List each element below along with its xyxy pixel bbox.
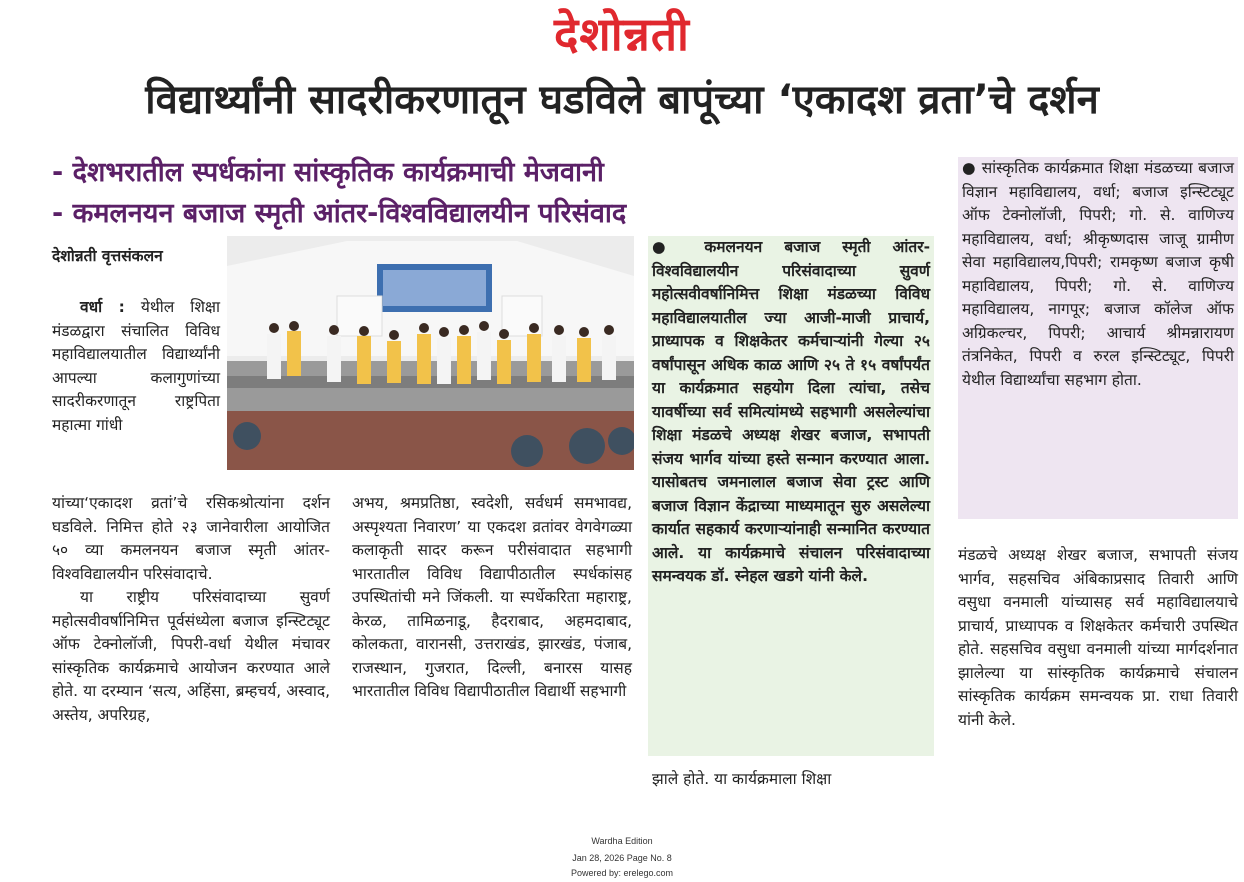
col1-para2: या राष्ट्रीय परिसंवादाच्या सुवर्ण महोत्सवीवर्षानिमित्त पूर्वसंध्येला बजाज इन्स्टिट्यूट ऑफ टेक्नोलॉजी, पिपरी-वर्धा येथील मंचावर सांस्कृतिक कार्यक्रमाचे आयोजन करण्यात आले होते. या दरम्यान ‘सत्य, अहिंसा, ब्रम्हचर्य, अस्वाद, अस्तेय, अपरिग्रह,: [52, 588, 330, 724]
col1-below-photo: [52, 492, 330, 727]
col4-text: [958, 544, 1238, 732]
footer-powered: Powered by: erelego.com: [570, 868, 674, 878]
stage-performance-image: [227, 236, 634, 470]
col4-box-text: सांस्कृतिक कार्यक्रमात शिक्षा मंडळच्या बजाज विज्ञान महाविद्यालय, वर्धा; बजाज इन्स्टिट्यूट ऑफ टेक्नोलॉजी, पिपरी; गो. से. वाणिज्य महाविद्यालय, वर्धा; श्रीकृष्णदास जाजू ग्रामीण सेवा महाविद्यालय,पिपरी; रामकृष्ण बजाज कृषी महाविद्यालय, पिपरी; गो. से. वाणिज्य महाविद्यालय, नागपूर; बजाज कॉलेज ऑफ अग्रिकल्चर, पिपरी; आचार्य श्रीमन्नारायण तंत्रनिकेत, पिपरी व रुरल इन्स्टिट्यूट, पिपरी येथील विद्यार्थ्यांचा सहभाग होता.: [962, 159, 1234, 389]
col4-para1: मंडळचे अध्यक्ष शेखर बजाज, सभापती संजय भार्गव, सहसचिव अंबिकाप्रसाद तिवारी आणि वसुधा वनमाली यांच्यासह सर्व महाविद्यालयाचे प्राचार्य, प्राध्यापक व शिक्षकेतर कर्मचारी उपस्थित होते. सहसचिव वसुधा वनमाली यांच्या मार्गदर्शनात झालेल्या या सांस्कृतिक कार्यक्रमाचे संचालन सांस्कृतिक कार्यक्रम समन्वयक प्रा. राधा तिवारी यांनी केले.: [958, 546, 1238, 729]
dateline: वर्धा :: [80, 298, 125, 316]
byline: देशोन्नती वृत्तसंकलन: [52, 247, 163, 265]
bullet-icon: ●: [962, 159, 982, 177]
col1-para1: यांच्या‘एकादश व्रतां’चे रसिकश्रोत्यांना दर्शन घडविले. निमित्त होते २३ जानेवारीला आयोजित ५० व्या कमलनयन बजाज स्मृती आंतर-विश्वविद्यालयीन परिसंवादाचे.: [52, 494, 330, 583]
col2: [352, 492, 632, 704]
event-photo: [227, 236, 634, 470]
subhead-1: - देशभरातील स्पर्धकांना सांस्कृतिक कार्यक्रमाची मेजवानी: [52, 157, 604, 188]
subhead-2: - कमलनयन बजाज स्मृती आंतर-विश्वविद्यालयीन परिसंवाद: [52, 198, 627, 229]
col3-after: झाले होते. या कार्यक्रमाला शिक्षा: [652, 770, 832, 788]
participation-box: [958, 157, 1238, 519]
honour-box: [648, 236, 934, 756]
col1-beside-photo: [52, 296, 220, 437]
footer-edition: Wardha Edition: [591, 836, 653, 846]
col1-beside-text: येथील शिक्षा मंडळद्वारा संचालित विविध महाविद्यालयातील विद्यार्थ्यांनी आपल्या कलागुणांच्या सादरीकरणातून राष्ट्रपिता महात्मा गांधी: [52, 298, 220, 434]
footer-date-page: Jan 28, 2026 Page No. 8: [572, 853, 672, 863]
bullet-icon: ●: [652, 238, 705, 256]
masthead-logo: देशोन्नती: [554, 7, 690, 61]
col3-box-text: कमलनयन बजाज स्मृती आंतर-विश्वविद्यालयीन परिसंवादाच्या सुवर्ण महोत्सवीवर्षानिमित्त शिक्षा मंडळच्या विविध महाविद्यालयातील ज्या आजी-माजी प्राचार्य, प्राध्यापक व शिक्षकेतर कर्मचाऱ्यांनी गेल्या २५ वर्षांपासून अधिक काळ आणि २५ ते १५ वर्षांपर्यंत या कार्यक्रमात सहयोग दिला त्यांचा, तसेच यावर्षीच्या सर्व समित्यांमध्ये सहभागी असलेल्यांचा शिक्षा मंडळचे अध्यक्ष शेखर बजाज, सभापती संजय भार्गव यांच्या हस्ते सन्मान करण्यात आला. यासोबतच जमनालाल बजाज सेवा ट्रस्ट आणि बजाज विज्ञान केंद्राच्या माध्यमातून सुरु असलेल्या कार्यात सहकार्य करणाऱ्यांनाही सन्मानित करण्यात आले. या कार्यक्रमाचे संचालन परिसंवादाच्या समन्वयक डॉ. स्नेहल खडगे यांनी केले.: [652, 238, 931, 585]
headline: विद्यार्थ्यांनी सादरीकरणातून घडविले बापूंच्या ‘एकादश व्रता’चे दर्शन: [145, 77, 1099, 123]
col2-text: अभय, श्रमप्रतिष्ठा, स्वदेशी, सर्वधर्म समभावद्य, अस्पृश्यता निवारण’ या एकदश व्रतांवर वेगवेगळ्या कलाकृती सादर करून परीसंवादात सहभागी भारतातील विविध विद्यापीठातील स्पर्धकांसह उपस्थितांची मने जिंकली. या स्पर्धेकरिता महाराष्ट्र, केरळ, तामिळनाडू, हैदराबाद, अहमदाबाद, कोलकता, वारानसी, उत्तराखंड, झारखंड, पंजाब, राजस्थान, गुजरात, दिल्ली, बनारस यासह भारतातील विविध विद्यापीठातील विद्यार्थी सहभागी: [352, 494, 632, 700]
